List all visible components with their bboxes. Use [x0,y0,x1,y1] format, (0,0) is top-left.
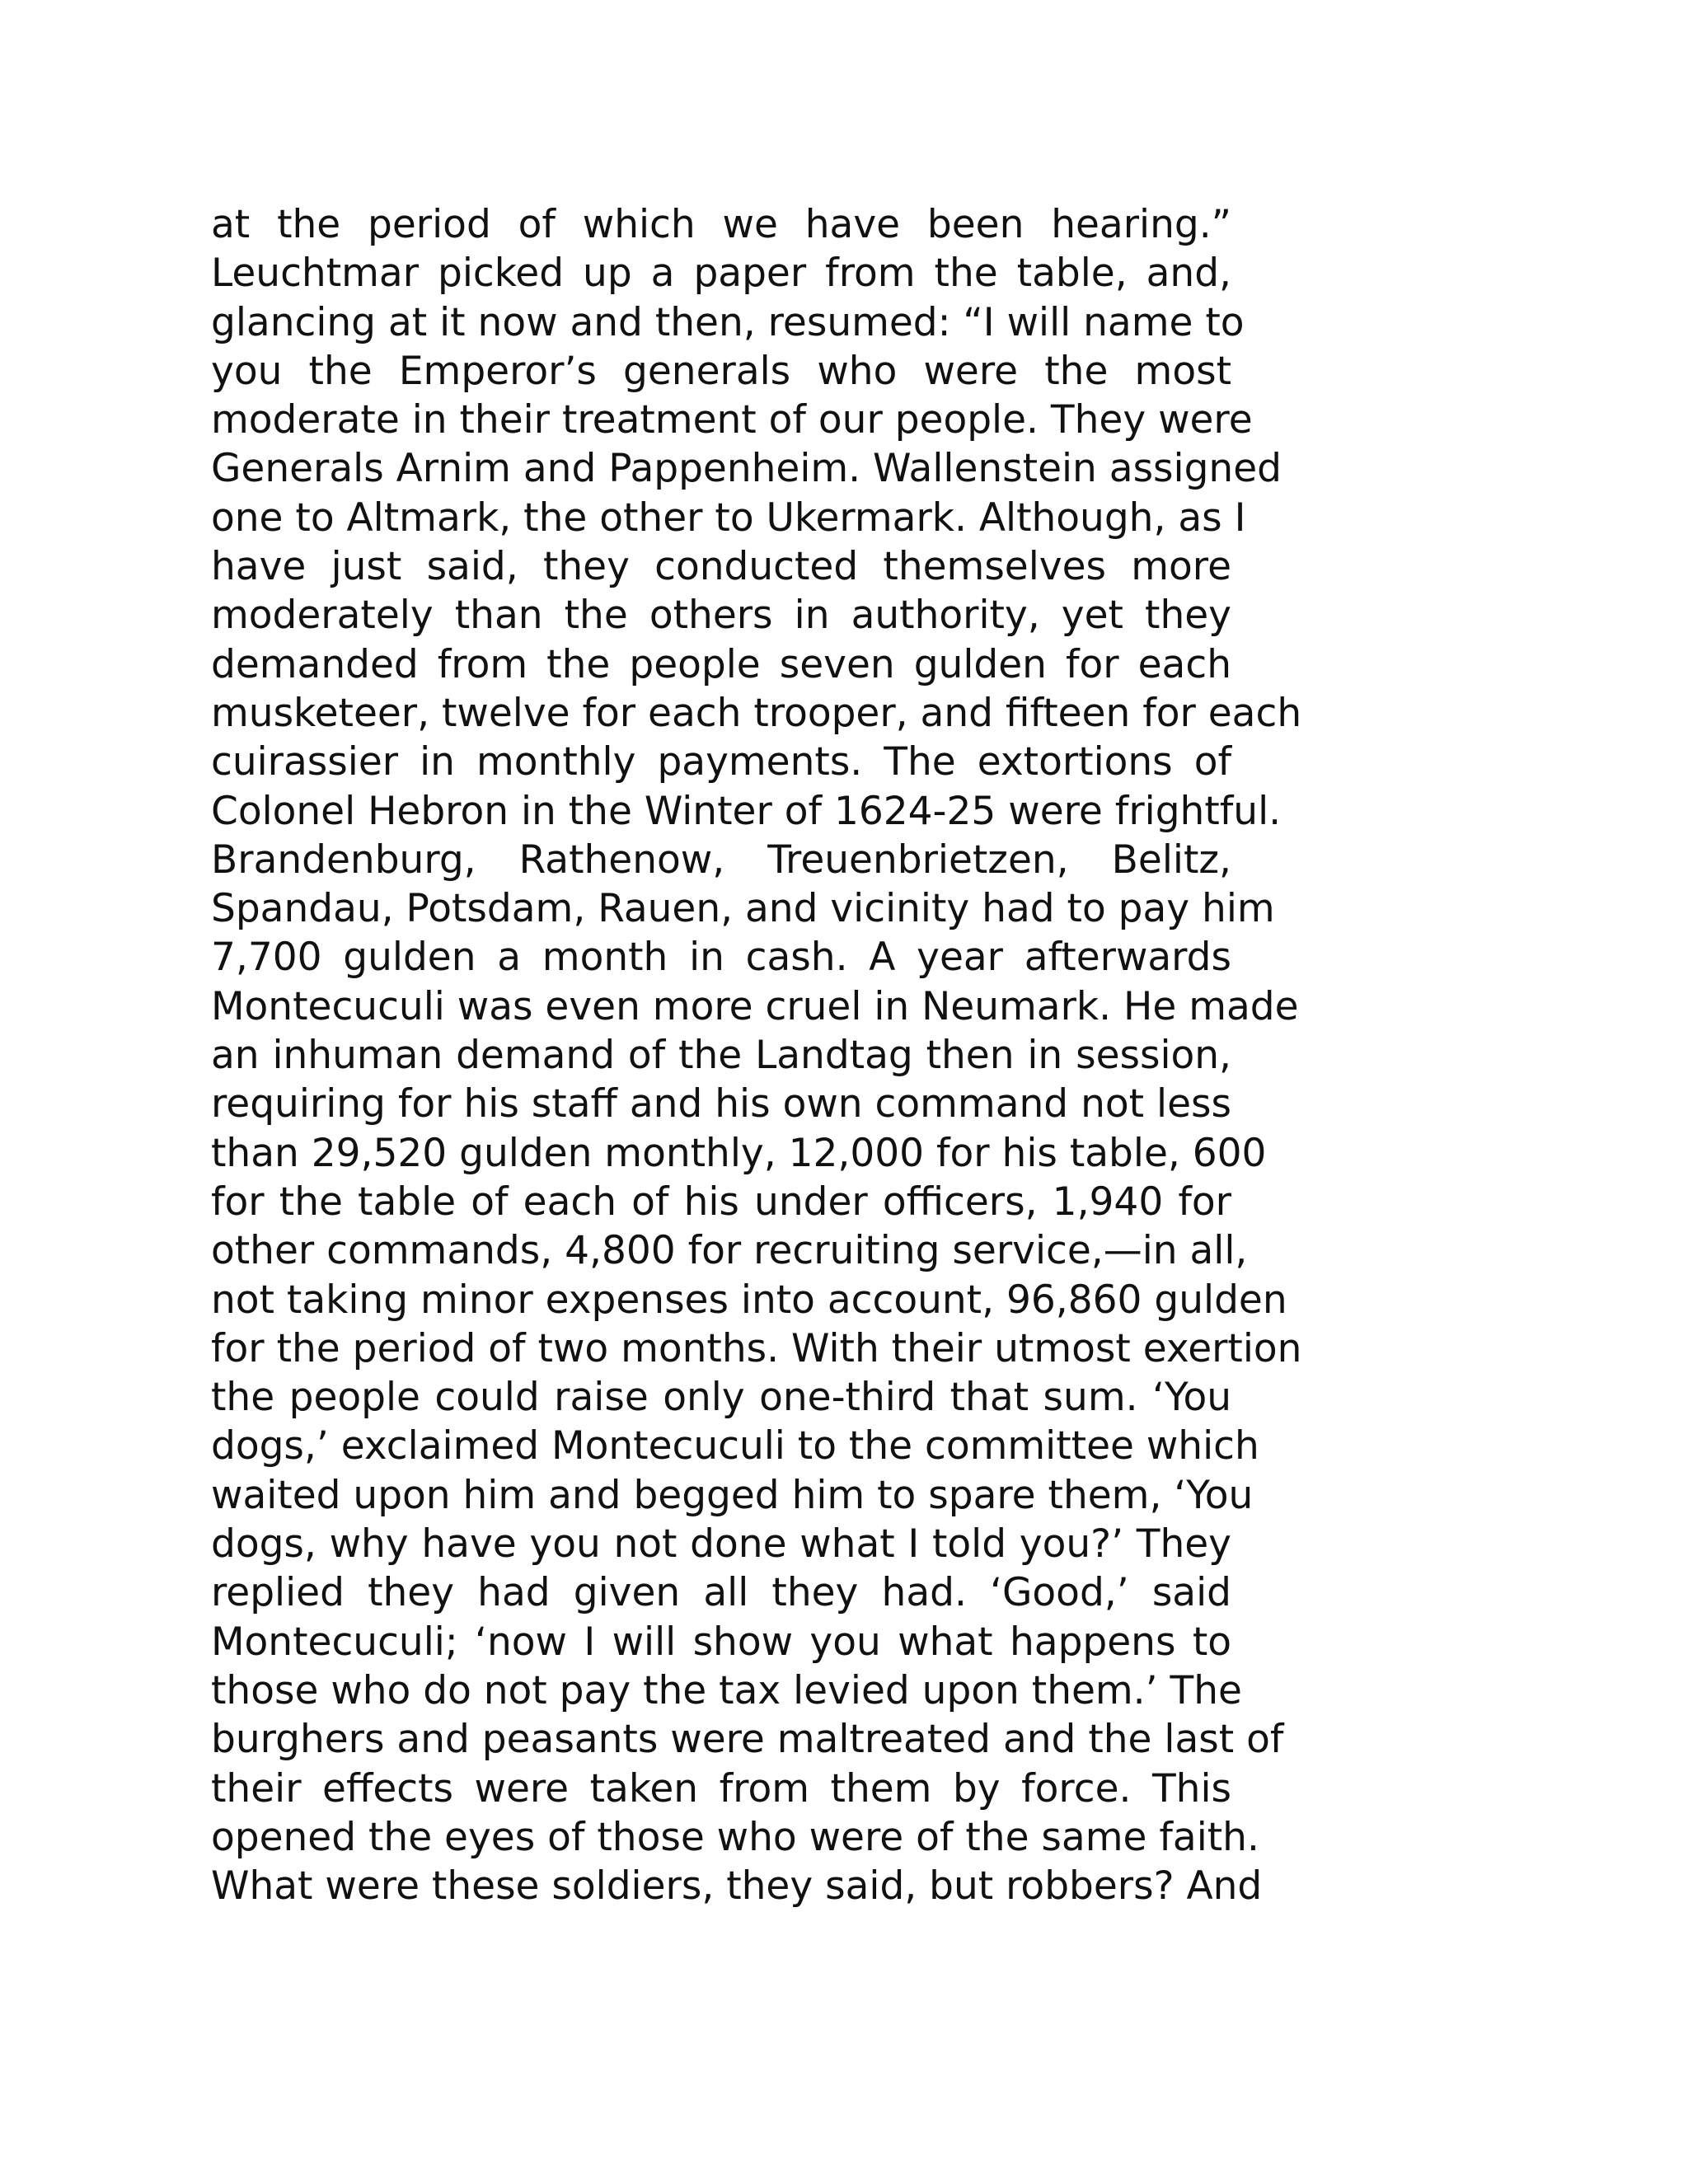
text-line-16: 7,700 gulden a month in cash. A year afterwards [211,935,1231,981]
text-line-33: their effects were taken from them by force. This [211,1765,1231,1811]
text-line-11: musketeer, twelve for each trooper, and fifteen for each [211,690,1302,736]
text-line-20: than 29,520 gulden monthly, 12,000 for his table, 600 [211,1130,1267,1176]
text-line-35: What were these soldiers, they said, but robbers? And [211,1863,1263,1910]
text-line-25: the people could raise only one-third that sum. ‘You [211,1375,1231,1421]
body-text [211,200,1302,1910]
text-line-27: waited upon him and begged him to spare them, ‘You [211,1472,1254,1518]
text-line-8: have just said, they conducted themselves more [211,544,1231,590]
text-line-26: dogs,’ exclaimed Montecuculi to the committee which [211,1423,1259,1469]
text-line-13: Colonel Hebron in the Winter of 1624-25 were frightful. [211,788,1282,834]
text-line-2: Leuchtmar picked up a paper from the table, and, [211,251,1231,297]
text-line-4: you the Emperor’s generals who were the most [211,348,1231,394]
text-line-18: an inhuman demand of the Landtag then in session, [211,1033,1231,1079]
text-line-23: not taking minor expenses into account, 96,860 gulden [211,1277,1287,1323]
text-line-21: for the table of each of his under officers, 1,940 for [211,1179,1231,1225]
text-line-30: Montecuculi; ‘now I will show you what happens to [211,1619,1231,1665]
text-line-6: Generals Arnim and Pappenheim. Wallenstein assigned [211,446,1282,492]
text-line-1: at the period of which we have been hearing.” [211,202,1231,247]
text-line-22: other commands, 4,800 for recruiting service,—in all, [211,1228,1248,1274]
text-line-24: for the period of two months. With their utmost exertion [211,1325,1302,1371]
text-line-34: opened the eyes of those who were of the same faith. [211,1814,1259,1860]
text-line-28: dogs, why have you not done what I told you?’ They [211,1521,1231,1568]
text-line-17: Montecuculi was even more cruel in Neumark. He made [211,983,1299,1029]
text-line-19: requiring for his staff and his own command not less [211,1081,1231,1127]
text-line-29: replied they had given all they had. ‘Good,’ said [211,1570,1231,1616]
text-line-14: Brandenburg, Rathenow, Treuenbrietzen, Belitz, [211,837,1231,883]
text-line-12: cuirassier in monthly payments. The extortions of [211,739,1231,785]
text-line-5: moderate in their treatment of our people. They were [211,397,1253,443]
text-line-32: burghers and peasants were maltreated and the last of [211,1717,1284,1763]
text-line-10: demanded from the people seven gulden for each [211,641,1231,687]
text-line-3: glancing at it now and then, resumed: “I will name to [211,299,1245,345]
text-line-7: one to Altmark, the other to Ukermark. Although, as I [211,494,1246,541]
text-line-15: Spandau, Potsdam, Rauen, and vicinity had to pay him [211,886,1275,932]
text-line-31: those who do not pay the tax levied upon them.’ The [211,1667,1242,1713]
text-line-9: moderately than the others in authority, yet they [211,593,1231,639]
